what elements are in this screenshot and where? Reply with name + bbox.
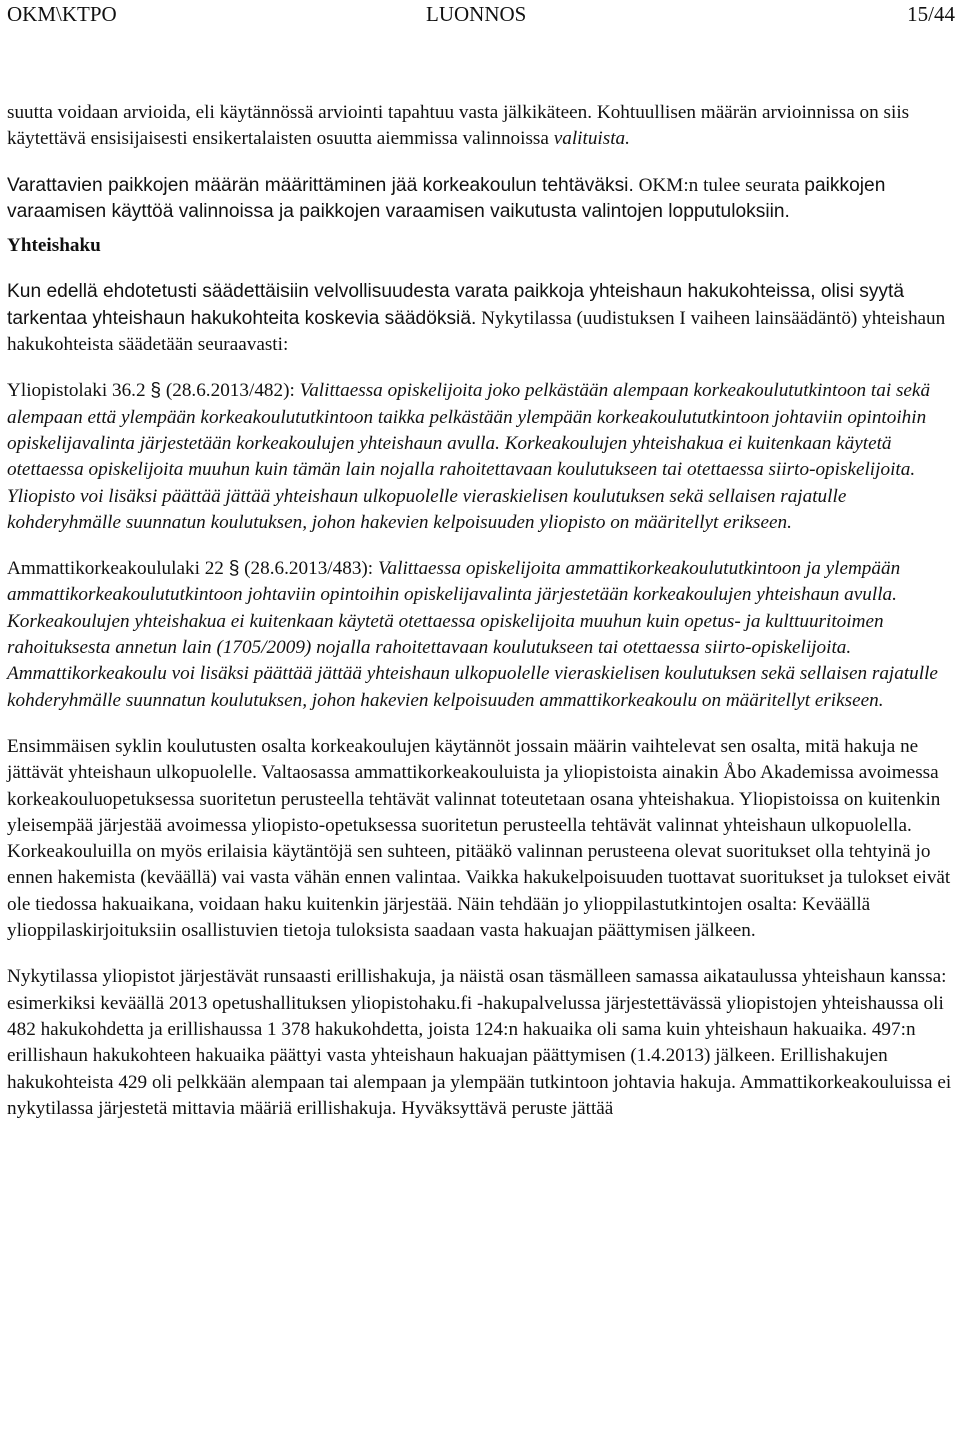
- law-quote: Valittaessa opiskelijoita ammattikorkeakoulututkintoon ja ylempään ammattikorkeakoulututkintoon johtaviin opintoihin opiskelijavalinta järjestetään korkeakoulujen yhteishaun avulla. Korkeakoulujen yhteishakua ei kuitenkaan käytetä otettaessa opiskelijoita muuhun kuin opetus- ja kulttuuritoimen rahoituksesta annetun lain (1705/2009) nojalla rahoitettavaan koulutukseen tai otettaessa siirto-opiskelijoita. Ammattikorkeakoulu voi lisäksi päättää jättää yhteishaun ulkopuolelle vieraskielisen koulutuksen sekä sellaisen rajatulle kohderyhmälle suunnatun koulutuksen, johon hakevien kelpoisuuden ammattikorkeakoulu on määritellyt erikseen.: [7, 558, 938, 711]
- law-reference-date: (28.6.2013/482):: [161, 380, 300, 402]
- page-header: [0, 0, 960, 30]
- header-draft-label: LUONNOS: [426, 2, 527, 26]
- section-sign-icon: §: [150, 380, 162, 402]
- paragraph-2-sans: Varattavien paikkojen määrän määrittäminen jää korkeakoulun tehtäväksi.: [7, 174, 634, 196]
- paragraph-3-sans: Kun edellä ehdotetusti säädettäisiin velvollisuudesta varata paikkoja yhteishaun hakukohteissa, olisi syytä tarkentaa yhteishaun hakukohteita koskevia säädöksiä.: [7, 281, 905, 329]
- paragraph-1-text: suutta voidaan arvioida, eli käytännössä arviointi tapahtuu vasta jälkikäteen. Kohtuullisen määrän arvioinnissa on siis käytettävä ensisijaisesti ensikertalaisten osuutta aiemmissa valinnoissa: [7, 102, 910, 150]
- paragraph-2-rest: OKM:n tulee seurata: [633, 174, 805, 196]
- law-quote: Valittaessa opiskelijoita joko pelkästään alempaan korkeakoulututkintoon tai sekä alempaan että ylempään korkeakoulututkintoon taikka pelkästään ylempään korkeakoulututkintoon johtaviin opintoihin opiskelijavalinta järjestetään korkeakoulujen yhteishaun avulla. Korkeakoulujen yhteishakua ei kuitenkaan käytetä otettaessa opiskelijoita muuhun kuin tämän lain nojalla rahoitettavaan koulutukseen tai otettaessa siirto-opiskelijoita. Yliopisto voi lisäksi päättää jättää yhteishaun ulkopuolelle vieraskielisen koulutuksen sekä sellaisen rajatulle kohderyhmälle suunnatun koulutuksen, johon hakevien kelpoisuuden yliopisto on määritellyt erikseen.: [7, 380, 931, 533]
- paragraph-6: Ensimmäisen syklin koulutusten osalta korkeakoulujen käytännöt jossain määrin vaihtelevat sen osalta, mitä hakuja ne jättävät yhteishaun ulkopuolelle. Valtaosassa ammattikorkeakouluista ja yliopistoista ainakin Åbo Akademissa avoimessa korkeakouluopetuksessa suoritetun perusteella tehtävät valinnat toteutetaan osana yhteishakua. Yliopistoissa on kuitenkin yleisempää järjestää avoimessa yliopisto-opetuksessa suoritetun perusteella tehtävät valinnat yhteishaun ulkopuolella. Korkeakouluilla on myös erilaisia käytäntöjä sen suhteen, pitääkö valinnan perusteena olevat suoritukset olla tehtyinä jo ennen hakemista (keväällä) vai vasta vähän ennen valintaa. Vaikka hakukelpoisuuden tuottavat suoritukset ja tulokset eivät ole tiedossa hakuaikana, voidaan haku kuitenkin järjestää. Näin tehdään jo ylioppilastutkintojen osalta: Keväällä ylioppilaskirjoituksiin osallistuvien tietoja tuloksista saadaan vasta hakuajan päättymisen jälkeen.: [7, 735, 951, 942]
- law-reference-lead: Ammattikorkeakoululaki 22: [7, 558, 229, 580]
- section-sign-icon: §: [228, 558, 240, 580]
- paragraph-1: [7, 100, 953, 153]
- paragraph-5-ammattikorkeakoululaki: [7, 556, 953, 714]
- paragraph-3: [7, 279, 953, 358]
- document-body: [7, 100, 953, 1122]
- paragraph-7: Nykytilassa yliopistot järjestävät runsaasti erillishakuja, ja näistä osan täsmälleen samassa aikataulussa yhteishaun kanssa: esimerkiksi keväällä 2013 opetushallituksen yliopistohaku.fi -hakupalvelussa järjestettävässä yliopistojen yhteishaussa oli 482 hakukohdetta ja erillishaussa 1 378 hakukohdetta, joista 124:n hakuaika oli sama kuin yhteishaun hakuaika. 497:n erillishaun hakukohteen hakuaika päättyi vasta yhteishaun hakuajan päättymisen (1.4.2013) jälkeen. Erillishakujen hakukohteista 429 oli pelkkään alempaan tai alempaan ja ylempään tutkintoon johtavia hakuja. Ammattikorkeakouluissa ei nykytilassa järjestetä mittavia määriä erillishakuja. Hyväksyttävä peruste jättää: [7, 966, 952, 1119]
- paragraph-1-italic: valituista.: [553, 128, 630, 150]
- paragraph-2-sans2: paikkojen varaamisen käyttöä valinnoissa ja paikkojen varaamisen vaikutusta valintojen lopputuloksiin.: [7, 174, 886, 222]
- law-reference-date: (28.6.2013/483):: [239, 558, 378, 580]
- paragraph-2: [7, 173, 953, 226]
- header-document-code: OKM\KTPO: [7, 2, 117, 26]
- header-page-number: 15/44: [907, 2, 955, 26]
- paragraph-4-yliopistolaki: [7, 378, 953, 536]
- law-reference-lead: Yliopistolaki 36.2: [7, 380, 151, 402]
- section-heading-yhteishaku: Yhteishaku: [7, 235, 101, 257]
- paragraph-3-rest: Nykytilassa (uudistuksen I vaiheen lainsäädäntö) yhteishaun hakukohteista säädetään seuraavasti:: [7, 307, 946, 356]
